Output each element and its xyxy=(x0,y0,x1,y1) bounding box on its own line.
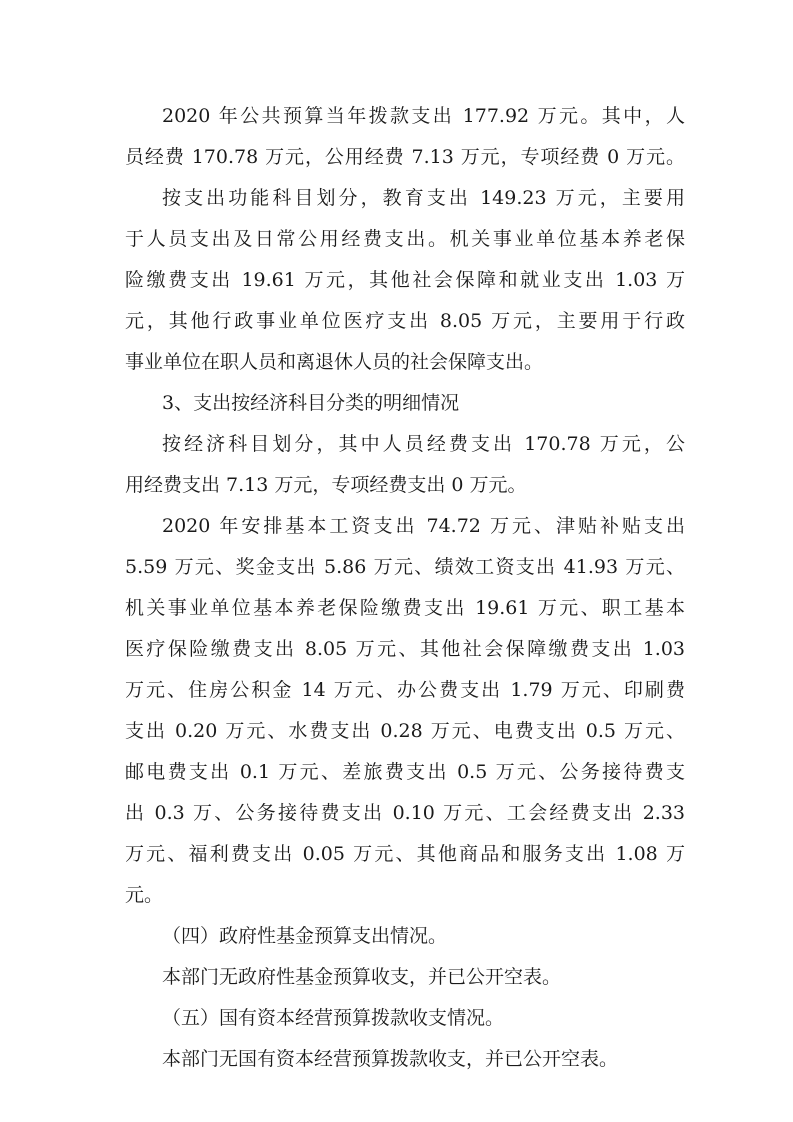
paragraph-line: 医疗保险缴费支出 8.05 万元、其他社会保障缴费支出 1.03 xyxy=(125,638,685,660)
paragraph-line: 万元、福利费支出 0.05 万元、其他商品和服务支出 1.08 万 xyxy=(125,843,685,865)
paragraph-line: 2020 年安排基本工资支出 74.72 万元、津贴补贴支出 xyxy=(162,515,685,537)
paragraph-line: 员经费 170.78 万元，公用经费 7.13 万元，专项经费 0 万元。 xyxy=(125,146,685,168)
paragraph-line: 2020 年公共预算当年拨款支出 177.92 万元。其中，人 xyxy=(162,105,685,127)
paragraph-line: 机关事业单位基本养老保险缴费支出 19.61 万元、职工基本 xyxy=(125,597,685,619)
section-heading: （四）政府性基金预算支出情况。 xyxy=(162,925,448,947)
paragraph-line: 按支出功能科目划分，教育支出 149.23 万元，主要用 xyxy=(162,187,685,209)
paragraph-line: 万元、住房公积金 14 万元、办公费支出 1.79 万元、印刷费 xyxy=(125,679,685,701)
paragraph-line: 元，其他行政事业单位医疗支出 8.05 万元，主要用于行政 xyxy=(125,310,685,332)
paragraph-line: 元。 xyxy=(125,884,164,906)
paragraph-line: 用经费支出 7.13 万元，专项经费支出 0 万元。 xyxy=(125,474,527,496)
paragraph-line: 险缴费支出 19.61 万元，其他社会保障和就业支出 1.03 万 xyxy=(125,269,685,291)
paragraph-line: 邮电费支出 0.1 万元、差旅费支出 0.5 万元、公务接待费支 xyxy=(125,761,685,783)
paragraph-line: 本部门无政府性基金预算收支，并已公开空表。 xyxy=(162,966,562,988)
section-heading: 3、支出按经济科目分类的明细情况 xyxy=(162,392,460,414)
paragraph-line: 出 0.3 万、公务接待费支出 0.10 万元、工会经费支出 2.33 xyxy=(125,802,685,824)
paragraph-line: 本部门无国有资本经营预算拨款收支，并已公开空表。 xyxy=(162,1048,619,1070)
section-heading: （五）国有资本经营预算拨款收支情况。 xyxy=(162,1007,505,1029)
paragraph-line: 5.59 万元、奖金支出 5.86 万元、绩效工资支出 41.93 万元、 xyxy=(125,556,685,578)
paragraph-line: 事业单位在职人员和离退休人员的社会保障支出。 xyxy=(125,351,544,373)
paragraph-line: 按经济科目划分，其中人员经费支出 170.78 万元，公 xyxy=(162,433,685,455)
paragraph-line: 支出 0.20 万元、水费支出 0.28 万元、电费支出 0.5 万元、 xyxy=(125,720,685,742)
paragraph-line: 于人员支出及日常公用经费支出。机关事业单位基本养老保 xyxy=(125,228,685,250)
